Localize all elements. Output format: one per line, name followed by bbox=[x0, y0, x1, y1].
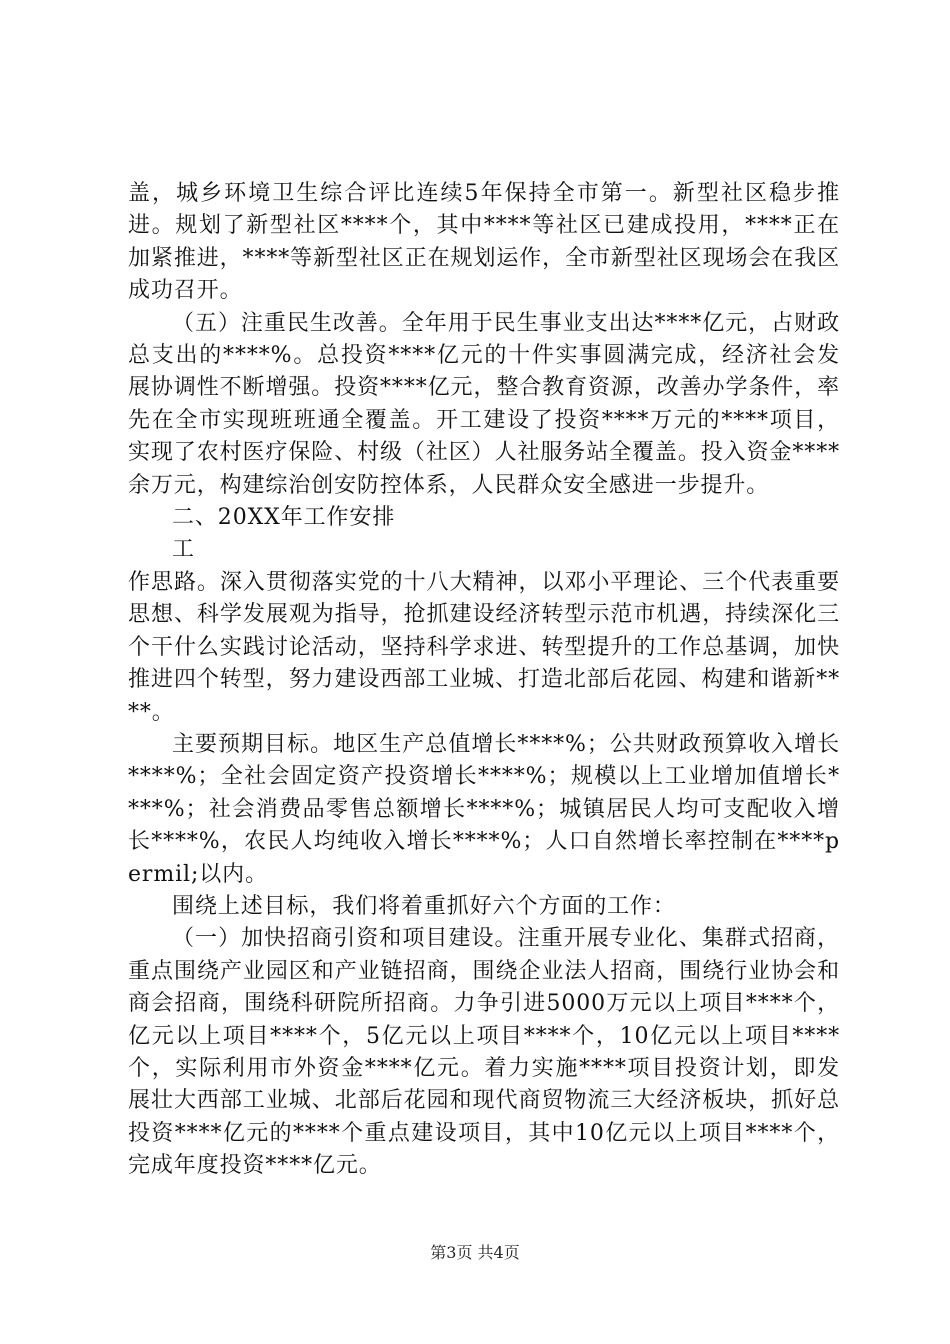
paragraph-fragment: 工 bbox=[172, 537, 195, 563]
section-heading: 二、20XX年工作安排 bbox=[172, 505, 396, 531]
paragraph-six-areas: 围绕上述目标，我们将着重抓好六个方面的工作： bbox=[172, 893, 676, 919]
paragraph-community: 盖，城乡环境卫生综合评比连续5年保持全市第一。新型社区稳步推进。规划了新型社区****个，其中****等社区已建成投用，****正在加紧推进，****等新型社区正在规划运作，全市新型社区现场会在我区成功召开。 bbox=[128, 181, 840, 304]
paragraph-targets: 主要预期目标。地区生产总值增长****%；公共财政预算收入增长****%；全社会固定资产投资增长****%；规模以上工业增加值增长****%；社会消费品零售总额增长****%；城镇居民人均可支配收入增长****%，农民人均纯收入增长****%；人口自然增长率控制在****permil;以内。 bbox=[128, 731, 840, 887]
paragraph-work-approach: 作思路。深入贯彻落实党的十八大精神，以邓小平理论、三个代表重要思想、科学发展观为指导，抢抓建设经济转型示范市机遇，持续深化三个干什么实践讨论活动，坚持科学求进、转型提升的工作总基调，加快推进四个转型，努力建设西部工业城、打造北部后花园、构建和谐新****。 bbox=[128, 569, 840, 725]
paragraph-livelihood: （五）注重民生改善。全年用于民生事业支出达****亿元，占财政总支出的****%。总投资****亿元的十件实事圆满完成，经济社会发展协调性不断增强。投资****亿元，整合教育资源，改善办学条件，率先在全市实现班班通全覆盖。开工建设了投资****万元的****项目，实现了农村医疗保险、村级（社区）人社服务站全覆盖。投入资金****余万元，构建综治创安防控体系，人民群众安全感进一步提升。 bbox=[128, 310, 840, 498]
paragraph-investment: （一）加快招商引资和项目建设。注重开展专业化、集群式招商，重点围绕产业园区和产业链招商，围绕企业法人招商，围绕行业协会和商会招商，围绕科研院所招商。力争引进5000万元以上项目****个，亿元以上项目****个，5亿元以上项目****个，10亿元以上项目****个，实际利用市外资金****亿元。着力实施****项目投资计划，即发展壮大西部工业城、北部后花园和现代商贸物流三大经济板块，抓好总投资****亿元的****个重点建设项目，其中10亿元以上项目****个，完成年度投资****亿元。 bbox=[128, 926, 840, 1179]
page-footer: 第3页 共4页 bbox=[430, 1243, 520, 1262]
document-body bbox=[128, 178, 840, 1183]
